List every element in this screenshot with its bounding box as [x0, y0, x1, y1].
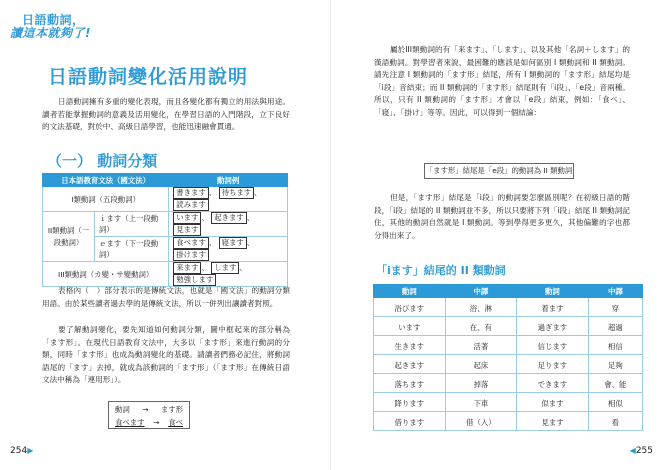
- book-logo: [10, 14, 102, 44]
- type3-paragraph: 屬於III類動詞的有「来ます」、「します」、以及其他「名詞＋します」的漢語動詞。對學習者來說，最困難的應該是如何區別 I 類動詞和 II 類動詞。請先注意 I 類動詞的「ます形」結尾，所有 I 類動詞的「ます形」結尾均是「i段」音結束；而 II 類動詞的「ます形」結尾則有「i段」、「e段」音兩種。所以，只有 II 類動詞的「ます形」才會以「e段」結束，例如：「食べ」、「寝」、「掛け」等等。因此，可以得到一個結論：: [374, 45, 630, 117]
- table-row: [374, 298, 643, 317]
- translation-cell: 足夠: [588, 355, 642, 374]
- examples-cell: 食べます 、 寝ます 、 掛けます: [169, 237, 288, 262]
- i-dan-paragraph: 但是，「ます形」結尾是「i段」的動詞要怎麼區別呢？在初級日語的階段，「i段」結尾的 II 類動詞並不多，所以只要將下列「i段」結尾 II 類動詞記住，其他的動詞自然就是 I 類動詞。等到學得更多更久，其他偏難的字也都分得出來了。: [374, 193, 630, 240]
- arrow-icon: →: [142, 405, 149, 414]
- verb-example: 読みます: [173, 199, 209, 211]
- triangle-right-icon: ▶: [27, 446, 34, 455]
- verb-example: います: [173, 212, 201, 224]
- page-number-text: 255: [635, 446, 653, 456]
- table-row: [374, 412, 643, 431]
- verb-cell: 降ります: [374, 393, 446, 412]
- conversion-example-box: [108, 401, 190, 429]
- translation-cell: 活著: [445, 336, 517, 355]
- verb-cell: 浴びます: [374, 298, 446, 317]
- translation-cell: 下車: [445, 393, 517, 412]
- verb-cell: 落ちます: [374, 374, 446, 393]
- examples-cell: 書きます 、 待ちます 、 読みます: [169, 187, 288, 212]
- group-label-cell: II類動詞（一段動詞）: [43, 212, 95, 262]
- logo-line-2: 讀這本就夠了!: [10, 26, 91, 40]
- translation-cell: 超過: [588, 317, 642, 336]
- examples-cell: 来ます 、 します 、 勉強します: [169, 262, 288, 287]
- table-row: [374, 393, 643, 412]
- verb-cell: 足ります: [517, 355, 589, 374]
- translation-cell: 穿: [588, 298, 642, 317]
- conv-label-masu: ます形: [160, 405, 183, 414]
- verb-cell: います: [374, 317, 446, 336]
- table-header-verb: 動詞: [374, 285, 446, 298]
- verb-cell: 生きます: [374, 336, 446, 355]
- category-cell: ｉます（上一段動詞）: [95, 212, 169, 237]
- section-heading-imasu: 「iます」結尾的 II 類動詞: [376, 264, 506, 277]
- triangle-left-icon: ◀: [629, 446, 636, 455]
- page-number-right: [630, 446, 653, 456]
- category-cell: ｅます（下一段動詞）: [95, 237, 169, 262]
- verb-example: します: [211, 262, 239, 274]
- table-header-examples: 動詞例: [169, 174, 288, 187]
- conclusion-box: 「ます形」結尾是「e段」的動詞為 II 類動詞: [424, 163, 574, 179]
- note-paragraph: 表格內（ ）部分表示的是傳統文法，也就是「國文法」的動詞分類用語。由於某些讀者過去學的是傳統文法，所以一併列出讓讀者對照。: [42, 286, 290, 308]
- left-page: [0, 0, 331, 470]
- translation-cell: 看: [588, 412, 642, 431]
- translation-cell: 借（入）: [445, 412, 517, 431]
- page-title: 日語動詞變化活用說明: [48, 66, 249, 88]
- section-title: 動詞分類: [97, 152, 158, 170]
- section-number: 一: [62, 152, 78, 170]
- table-row: [43, 187, 288, 212]
- translation-cell: 掉落: [445, 374, 517, 393]
- page-number-left: [10, 446, 33, 456]
- verb-cell: 見ます: [517, 412, 589, 431]
- conv-label-verb: 動詞: [115, 405, 130, 414]
- translation-cell: 在、有: [445, 317, 517, 336]
- verb-cell: できます: [517, 374, 589, 393]
- translation-cell: 相信: [588, 336, 642, 355]
- translation-cell: 浴、淋: [445, 298, 517, 317]
- verb-example: 起きます: [211, 212, 247, 224]
- verb-example: 来ます: [173, 262, 201, 274]
- section-open-paren: （: [47, 152, 63, 170]
- verb-example: 勉強します: [173, 274, 216, 286]
- verb-cell: 着ます: [517, 298, 589, 317]
- verb-cell: 過ぎます: [517, 317, 589, 336]
- verb-cell: 似ます: [517, 393, 589, 412]
- verb-example: 食べます: [173, 237, 209, 249]
- conv-verb-example: 食べます: [115, 418, 145, 427]
- conv-masu-example: 食べ: [168, 418, 183, 427]
- verb-cell: 起きます: [374, 355, 446, 374]
- intro-paragraph: 日語動詞擁有多重的變化表現，而且各變化都有獨立的用法與用途。讀者若能掌握動詞的意義及活用變化，在學習日語的入門階段，立下良好的文法基礎，對於中、高級日語學習，也能迅速融會貫通。: [42, 97, 290, 132]
- logo-line-1: 日語動詞，: [22, 13, 85, 27]
- category-cell: III類動詞（カ變・サ變動詞）: [43, 262, 169, 287]
- translation-cell: 會、能: [588, 374, 642, 393]
- verb-example: 待ちます: [219, 187, 255, 199]
- table-header-translation: 中譯: [588, 285, 642, 298]
- table-row: [374, 374, 643, 393]
- examples-cell: います 、 起きます 、 見ます: [169, 212, 288, 237]
- section-close-paren: ）: [77, 152, 93, 170]
- verb-example: 見ます: [173, 224, 201, 236]
- table-row: [43, 262, 288, 287]
- verb-classification-table: [42, 173, 288, 287]
- imasu-verb-table: [373, 284, 643, 431]
- masu-form-paragraph: 要了解動詞變化，要先知道如何動詞分類，圖中框起來的部分稱為「ます形」。在現代日語教育文法中，大多以「ます形」來進行動詞的分類，同時「ます形」也成為動詞變化的基礎。請讀者們務必記住，將動詞語尾的「ます」去掉，就成為該動詞的「ます形」（「ます形」在傳統日語文法中稱為「連用形」）。: [42, 325, 290, 385]
- category-cell: I類動詞（五段動詞）: [43, 187, 169, 212]
- verb-example: 書きます: [173, 187, 209, 199]
- verb-cell: 信じます: [517, 336, 589, 355]
- table-header-translation: 中譯: [445, 285, 517, 298]
- table-row: [374, 355, 643, 374]
- section-heading: [47, 150, 157, 171]
- table-header-verb: 動詞: [517, 285, 589, 298]
- table-header-grammar: 日本語教育文法（國文法）: [43, 174, 169, 187]
- table-row: [374, 336, 643, 355]
- arrow-icon: →: [153, 418, 160, 427]
- verb-example: 寝ます: [219, 237, 247, 249]
- page-number-text: 254: [10, 446, 28, 456]
- verb-cell: 借ります: [374, 412, 446, 431]
- translation-cell: 起床: [445, 355, 517, 374]
- right-page: [332, 0, 663, 470]
- translation-cell: 相似: [588, 393, 642, 412]
- table-row: [374, 317, 643, 336]
- verb-example: 掛けます: [173, 249, 209, 261]
- table-row: [43, 212, 288, 237]
